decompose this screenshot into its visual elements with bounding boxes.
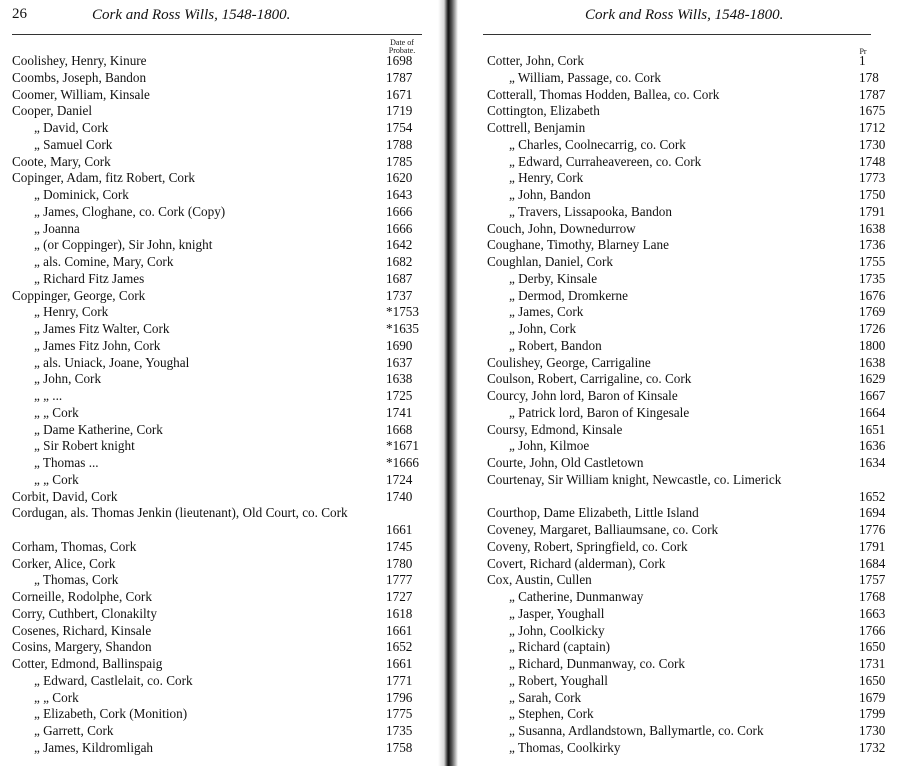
- probate-date: 1: [859, 53, 866, 68]
- probate-date: 1629: [859, 371, 886, 387]
- entry-name: „ John, Cork: [34, 371, 102, 387]
- entry-name: Copinger, Adam, fitz Robert, Cork: [12, 170, 195, 186]
- probate-date: 1755: [859, 254, 886, 269]
- entry-name: Coveny, Robert, Springfield, co. Cork: [487, 538, 688, 554]
- list-item: [12, 187, 424, 204]
- probate-date: 1690: [386, 337, 413, 353]
- probate-date: 1694: [859, 505, 886, 521]
- list-item: [12, 472, 424, 489]
- list-item: [487, 438, 897, 455]
- entry-name: „ William, Passage, co. Cork: [509, 69, 661, 85]
- entry-name: Corbit, David, Cork: [12, 488, 118, 504]
- probate-date: 1636: [859, 438, 886, 454]
- list-item: [487, 170, 897, 187]
- entry-name: Cosenes, Richard, Kinsale: [12, 622, 152, 638]
- probate-date: 1771: [386, 672, 413, 688]
- entry-name: „ Thomas, Cork: [34, 572, 119, 588]
- probate-date: 1682: [386, 254, 413, 269]
- probate-date: 1780: [386, 555, 413, 571]
- entry-name: „ Dame Katherine, Cork: [34, 421, 163, 437]
- probate-date: 1667: [859, 388, 886, 403]
- entry-name: „ Patrick lord, Baron of Kingesale: [509, 404, 690, 420]
- probate-date: 1712: [859, 120, 886, 135]
- probate-date: 1788: [386, 136, 413, 152]
- list-item: [487, 154, 897, 171]
- list-item: [12, 371, 424, 388]
- list-item: [12, 556, 424, 573]
- list-item: [487, 388, 897, 405]
- list-item: [12, 53, 424, 70]
- list-item: [487, 656, 897, 673]
- probate-date: 1651: [859, 421, 886, 437]
- probate-date: 178: [859, 69, 879, 85]
- entry-name: „ John, Bandon: [509, 187, 591, 202]
- list-item: [487, 254, 897, 271]
- probate-date: 1687: [386, 270, 413, 286]
- list-item: [12, 639, 424, 656]
- probate-date: 1726: [859, 321, 886, 336]
- list-item: [487, 187, 897, 204]
- probate-date: 1754: [386, 120, 413, 135]
- probate-date: 1766: [859, 622, 886, 638]
- list-item: [487, 706, 897, 723]
- entry-name: „ „ Cork: [34, 689, 79, 705]
- list-item: [12, 103, 424, 120]
- entry-name: Cosins, Margery, Shandon: [12, 639, 152, 655]
- entry-name: „ Henry, Cork: [509, 170, 584, 186]
- entry-name: „ Susanna, Ardlandstown, Ballymartle, co. Cork: [509, 723, 764, 738]
- list-item: [487, 53, 897, 70]
- entry-name: Cooper, Daniel: [12, 103, 93, 119]
- probate-date: *1666: [386, 455, 419, 470]
- entry-name: „ Robert, Youghall: [509, 672, 608, 688]
- entry-name: „ Richard Fitz James: [34, 270, 145, 286]
- entry-name: „ John, Coolkicky: [509, 622, 605, 638]
- entry-name: „ Thomas ...: [34, 455, 99, 470]
- probate-date: 1675: [859, 103, 886, 119]
- list-item: [12, 455, 424, 472]
- list-item: [12, 606, 424, 623]
- probate-date: 1637: [386, 354, 413, 370]
- probate-date: 1725: [386, 388, 413, 403]
- entry-name: „ (or Coppinger), Sir John, knight: [34, 237, 213, 253]
- list-item: [487, 740, 897, 757]
- list-item: [487, 371, 897, 388]
- list-item: [12, 288, 424, 305]
- probate-date: 1796: [386, 689, 413, 705]
- probate-date: 1663: [859, 605, 886, 621]
- entry-name: „ Charles, Coolnecarrig, co. Cork: [509, 136, 686, 152]
- list-item: [12, 405, 424, 422]
- list-item: [12, 254, 424, 271]
- entry-name: Cottington, Elizabeth: [487, 103, 600, 119]
- probate-date: 1757: [859, 572, 886, 588]
- list-item: [12, 706, 424, 723]
- list-item: [487, 606, 897, 623]
- entry-name: „ als. Uniack, Joane, Youghal: [34, 354, 190, 370]
- entry-name: „ „ Cork: [34, 404, 79, 420]
- probate-date: 1727: [386, 589, 413, 604]
- probate-date: 1740: [386, 488, 413, 504]
- list-item: [487, 589, 897, 606]
- entry-name: „ Sarah, Cork: [509, 689, 582, 705]
- probate-date: 1652: [859, 488, 886, 504]
- probate-date: 1668: [386, 421, 413, 437]
- probate-date: *1671: [386, 438, 419, 454]
- list-item: [12, 438, 424, 455]
- entry-name: „ Richard (captain): [509, 639, 611, 655]
- entry-name: Cordugan, als. Thomas Jenkin (lieutenant), Old Court, co. Cork: [12, 505, 348, 521]
- list-item: [12, 154, 424, 171]
- probate-date: 1776: [859, 522, 886, 537]
- list-item: [12, 505, 424, 539]
- entry-name: Courtenay, Sir William knight, Newcastle, co. Limerick: [487, 471, 782, 487]
- entry-name: Courte, John, Old Castletown: [487, 455, 644, 470]
- probate-date: 1731: [859, 656, 886, 671]
- entry-name: Couch, John, Downedurrow: [487, 220, 636, 236]
- list-item: [12, 87, 424, 104]
- probate-date: 1799: [859, 706, 886, 722]
- entry-name: „ Sir Robert knight: [34, 438, 135, 454]
- entry-name: „ Travers, Lissapooka, Bandon: [509, 203, 672, 219]
- entry-name: Coveney, Margaret, Balliaumsane, co. Cork: [487, 522, 719, 537]
- list-item: [12, 673, 424, 690]
- list-item: [12, 355, 424, 372]
- probate-date: 1730: [859, 723, 886, 738]
- entry-name: „ Dominick, Cork: [34, 187, 129, 202]
- probate-date: 1730: [859, 136, 886, 152]
- list-item: [487, 690, 897, 707]
- list-item: [12, 120, 424, 137]
- entry-name: Coulishey, George, Carrigaline: [487, 354, 651, 370]
- probate-date: 1750: [859, 187, 886, 202]
- list-item: [487, 271, 897, 288]
- list-item: [12, 271, 424, 288]
- probate-date: 1741: [386, 404, 413, 420]
- probate-date: 1787: [386, 69, 413, 85]
- entry-name: Coombs, Joseph, Bandon: [12, 69, 147, 85]
- list-item: [12, 70, 424, 87]
- entry-name: „ „ Cork: [34, 471, 79, 487]
- probate-date: 1671: [386, 86, 413, 102]
- list-item: [12, 623, 424, 640]
- probate-date: 1724: [386, 471, 413, 487]
- probate-date: 1650: [859, 639, 886, 655]
- left-page-header: [12, 3, 422, 31]
- entry-name: Cotter, Edmond, Ballinspaig: [12, 656, 163, 671]
- list-item: [487, 673, 897, 690]
- probate-date: 1661: [386, 622, 413, 638]
- entry-name: Cotter, John, Cork: [487, 53, 584, 68]
- entry-name: „ Stephen, Cork: [509, 706, 594, 722]
- list-item: [487, 103, 897, 120]
- list-item: [12, 137, 424, 154]
- probate-date: 1769: [859, 304, 886, 320]
- entry-name: Cottrell, Benjamin: [487, 120, 586, 135]
- list-item: [12, 572, 424, 589]
- list-item: [487, 623, 897, 640]
- list-item: [487, 355, 897, 372]
- list-item: [12, 237, 424, 254]
- entry-name: „ Samuel Cork: [34, 136, 113, 152]
- list-item: [12, 690, 424, 707]
- header-rule: [12, 34, 422, 35]
- probate-date: 1684: [859, 555, 886, 571]
- entry-name: Coughlan, Daniel, Cork: [487, 254, 613, 269]
- probate-date: *1753: [386, 304, 419, 320]
- entry-name: Corham, Thomas, Cork: [12, 538, 137, 554]
- list-item: [12, 656, 424, 673]
- list-item: [12, 304, 424, 321]
- entry-name: „ Derby, Kinsale: [509, 270, 598, 286]
- probate-date: 1618: [386, 605, 413, 621]
- entry-name: Coomer, William, Kinsale: [12, 86, 150, 102]
- entry-name: „ Thomas, Coolkirky: [509, 739, 621, 755]
- probate-date: 1785: [386, 153, 413, 169]
- entry-name: „ Catherine, Dunmanway: [509, 589, 644, 604]
- probate-date: 1679: [859, 689, 886, 705]
- page-number: 26: [12, 6, 27, 22]
- probate-date: 1638: [386, 371, 413, 387]
- list-item: [487, 204, 897, 221]
- right-page: [455, 0, 900, 766]
- list-item: [12, 539, 424, 556]
- entry-name: „ John, Kilmoe: [509, 438, 590, 454]
- probate-date: 1787: [859, 86, 886, 102]
- probate-date: 1735: [386, 723, 413, 738]
- probate-date: 1736: [859, 237, 886, 253]
- list-item: [487, 556, 897, 573]
- entry-name: „ Henry, Cork: [34, 304, 109, 320]
- entry-name: „ James, Cloghane, co. Cork (Copy): [34, 203, 226, 219]
- list-item: [487, 455, 897, 472]
- right-page-header: [483, 3, 888, 31]
- probate-date: 1666: [386, 203, 413, 219]
- probate-date: *1635: [386, 321, 419, 336]
- entry-name: Corneille, Rodolphe, Cork: [12, 589, 152, 604]
- entry-name: „ Edward, Castlelait, co. Cork: [34, 672, 193, 688]
- entry-name: Cox, Austin, Cullen: [487, 572, 592, 588]
- list-item: [487, 338, 897, 355]
- list-item: [487, 120, 897, 137]
- entry-name: Corker, Alice, Cork: [12, 555, 116, 571]
- entry-name: „ Dermod, Dromkerne: [509, 287, 629, 303]
- page-title: Cork and Ross Wills, 1548-1800.: [92, 7, 291, 23]
- entry-name: „ James, Kildromligah: [34, 739, 154, 755]
- entry-name: „ Edward, Curraheavereen, co. Cork: [509, 153, 702, 169]
- probate-date: 1732: [859, 739, 886, 755]
- list-item: [487, 87, 897, 104]
- entry-name: „ Garrett, Cork: [34, 723, 114, 738]
- list-item: [12, 338, 424, 355]
- list-item: [487, 639, 897, 656]
- entry-name: Courthop, Dame Elizabeth, Little Island: [487, 505, 699, 521]
- left-page: [0, 0, 440, 766]
- probate-date: 1791: [859, 538, 886, 554]
- list-item: [487, 723, 897, 740]
- list-item: [12, 723, 424, 740]
- entry-name: „ Elizabeth, Cork (Monition): [34, 706, 188, 722]
- probate-date: 1652: [386, 639, 413, 655]
- probate-date: 1661: [386, 656, 413, 671]
- entry-name: „ Robert, Bandon: [509, 337, 602, 353]
- probate-date: 1698: [386, 53, 413, 68]
- probate-date: 1800: [859, 337, 886, 353]
- list-item: [487, 422, 897, 439]
- entry-name: „ Jasper, Youghall: [509, 605, 605, 621]
- entry-name: „ James, Cork: [509, 304, 584, 320]
- probate-date: 1745: [386, 538, 413, 554]
- right-entry-list: [487, 53, 897, 757]
- entry-name: Corry, Cuthbert, Clonakilty: [12, 605, 157, 621]
- list-item: [487, 572, 897, 589]
- probate-date: 1735: [859, 270, 886, 286]
- date-of-probate-header: Pr: [859, 47, 867, 56]
- list-item: [12, 321, 424, 338]
- entry-name: Courcy, John lord, Baron of Kinsale: [487, 388, 678, 403]
- entry-name: Coulson, Robert, Carrigaline, co. Cork: [487, 371, 692, 387]
- list-item: [12, 422, 424, 439]
- probate-date: 1758: [386, 739, 413, 755]
- probate-date: 1642: [386, 237, 413, 253]
- entry-name: „ James Fitz Walter, Cork: [34, 321, 170, 336]
- probate-date: 1719: [386, 103, 413, 119]
- entry-name: „ Richard, Dunmanway, co. Cork: [509, 656, 686, 671]
- probate-date: 1737: [386, 287, 413, 303]
- entry-name: Coursy, Edmond, Kinsale: [487, 421, 623, 437]
- entry-name: Covert, Richard (alderman), Cork: [487, 555, 666, 571]
- probate-date: 1643: [386, 187, 413, 202]
- probate-date: 1773: [859, 170, 886, 186]
- list-item: [12, 740, 424, 757]
- probate-date: 1768: [859, 589, 886, 604]
- date-of-probate-header: Date of Probate.: [388, 38, 416, 55]
- list-item: [12, 170, 424, 187]
- probate-date: 1638: [859, 220, 886, 236]
- entry-name: „ David, Cork: [34, 120, 109, 135]
- list-item: [487, 321, 897, 338]
- probate-date: 1666: [386, 220, 413, 236]
- list-item: [12, 589, 424, 606]
- list-item: [487, 472, 897, 506]
- list-item: [487, 539, 897, 556]
- probate-date: 1664: [859, 404, 886, 420]
- list-item: [487, 505, 897, 522]
- list-item: [487, 304, 897, 321]
- entry-name: Cotterall, Thomas Hodden, Ballea, co. Cork: [487, 86, 720, 102]
- entry-name: „ James Fitz John, Cork: [34, 337, 161, 353]
- left-entry-list: [12, 53, 424, 757]
- entry-name: Coolishey, Henry, Kinure: [12, 53, 147, 68]
- list-item: [487, 137, 897, 154]
- list-item: [12, 489, 424, 506]
- probate-date: 1791: [859, 203, 886, 219]
- list-item: [487, 237, 897, 254]
- entry-name: Coughane, Timothy, Blarney Lane: [487, 237, 669, 253]
- probate-date: 1676: [859, 287, 886, 303]
- probate-date: 1775: [386, 706, 413, 722]
- entry-name: Coppinger, George, Cork: [12, 287, 146, 303]
- list-item: [487, 405, 897, 422]
- list-item: [487, 288, 897, 305]
- probate-date: 1661: [386, 522, 413, 537]
- entry-name: „ Joanna: [34, 220, 80, 236]
- list-item: [487, 221, 897, 238]
- entry-name: „ John, Cork: [509, 321, 577, 336]
- list-item: [12, 221, 424, 238]
- entry-name: „ „ ...: [34, 388, 63, 403]
- probate-date: 1638: [859, 354, 886, 370]
- probate-date: 1777: [386, 572, 413, 588]
- list-item: [12, 204, 424, 221]
- entry-name: Coote, Mary, Cork: [12, 153, 111, 169]
- probate-date: 1650: [859, 672, 886, 688]
- list-item: [12, 388, 424, 405]
- list-item: [487, 70, 897, 87]
- probate-date: 1748: [859, 153, 886, 169]
- header-rule: [483, 34, 871, 35]
- list-item: [487, 522, 897, 539]
- page-title: Cork and Ross Wills, 1548-1800.: [585, 7, 784, 23]
- probate-date: 1620: [386, 170, 413, 186]
- probate-date: 1634: [859, 455, 886, 470]
- entry-name: „ als. Comine, Mary, Cork: [34, 254, 174, 269]
